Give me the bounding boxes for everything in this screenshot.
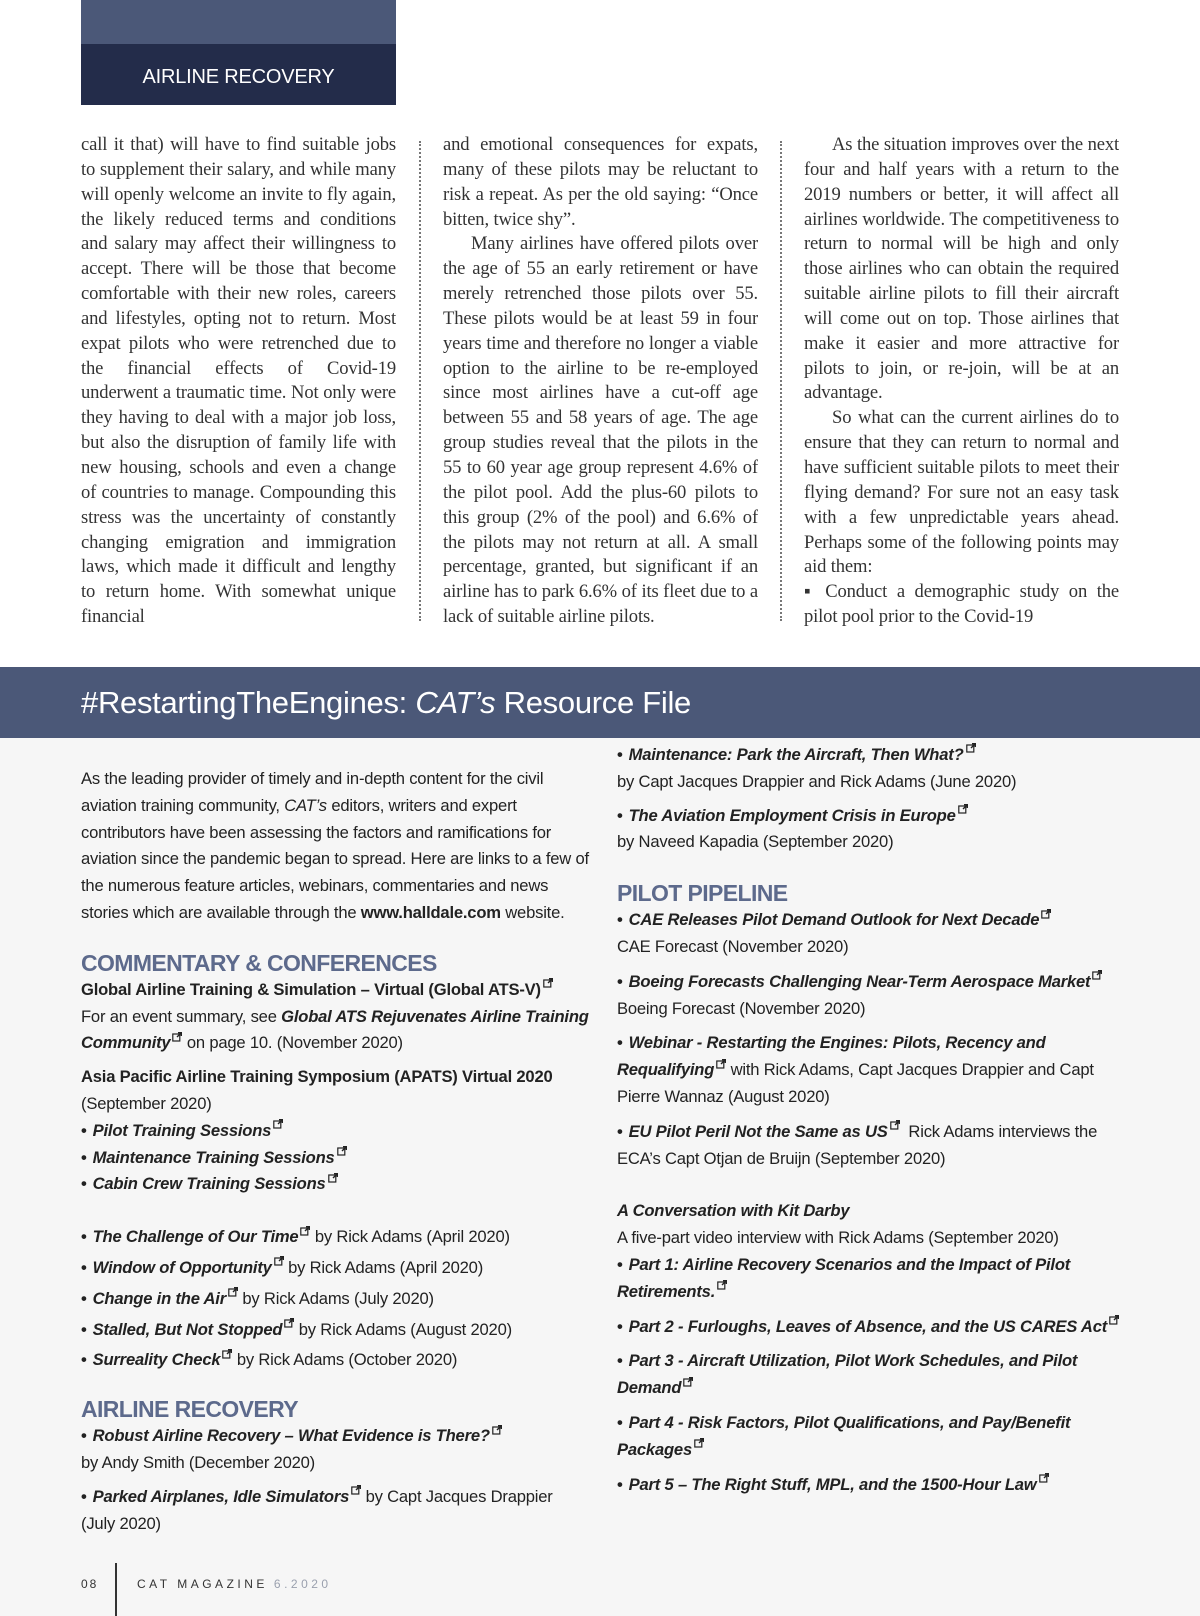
column-divider [780, 141, 782, 621]
apats-session-item[interactable] [81, 1171, 591, 1198]
external-link-icon [228, 1287, 238, 1297]
boeing-link[interactable]: Boeing Forecasts Challenging Near-Term Aerospace Market [628, 971, 1091, 991]
darby-part-item[interactable] [617, 1410, 1137, 1464]
resource-file-banner [0, 667, 1200, 738]
external-link-icon [543, 978, 553, 988]
pipeline-item[interactable] [617, 907, 1137, 934]
bullet: • [617, 1412, 623, 1432]
external-link-icon [300, 1226, 310, 1236]
pipeline-item[interactable] [617, 1030, 1137, 1110]
external-link-icon [328, 1173, 338, 1183]
bullet: • [617, 1351, 623, 1371]
external-link-icon [1092, 970, 1102, 980]
bullet: • [617, 1474, 623, 1494]
resource-column-right [617, 738, 1137, 1498]
footer-divider [115, 1563, 117, 1616]
external-link-icon [273, 1119, 283, 1129]
commentary-byline: by Rick Adams (April 2020) [310, 1227, 510, 1247]
commentary-item[interactable] [81, 1347, 591, 1374]
darby-part-item[interactable] [617, 1348, 1137, 1402]
article-paragraph: call it that) will have to find suitable jobs to supplement their salary, and while many will openly welcome an invite to fly again, the likely reduced terms and conditions and salary may affect their willingness to accept. There will be those that become comfortable with their new roles, careers and lifestyles, opting not to return. Most expat pilots who were retrenched due to the financial effects of Covid-19 underwent a traumatic time. Not only were they having to deal with a major job loss, but also the disruption of family life with new housing, schools and even a change of countries to manage. Compounding this stress was the uncertainty of constantly changing emigration and immigration laws, which made it difficult and lengthy to return home. With somewhat unique financial [81, 134, 396, 628]
apats-session-item[interactable] [81, 1118, 591, 1145]
article-paragraph: Many airlines have offered pilots over the age of 55 an early retirement or have merely retrenched those pilots over 55. These pilots would be at least 59 in four years time and therefore no longer a viable option to the airline to be re-employed since most airlines have a cut-off age between 55 and 58 years of age. The age group studies reveal that the pilots in the 55 to 60 year age group represent 4.6% of the pilot pool. Add the plus-60 pilots to this group (2% of the pool) and 6.6% of the pilots may not return at all. A small percentage, granted, but significant if an airline has to park 6.6% of its fleet due to a lack of suitable airline pilots. [443, 233, 758, 628]
external-link-icon [683, 1377, 693, 1387]
commentary-item[interactable] [81, 1317, 591, 1344]
intro-italic: CAT’s [284, 795, 327, 815]
webinar-link[interactable]: Webinar - Restarting the Engines: Pilots, Recency and Requalifying [617, 1033, 1046, 1080]
bullet: • [617, 1254, 623, 1274]
external-link-icon [337, 1146, 347, 1156]
banner-suffix: Resource File [495, 684, 691, 720]
banner-italic: CAT’s [415, 684, 496, 720]
resource-intro [81, 766, 591, 927]
external-link-icon [492, 1425, 502, 1435]
eu-peril-byline: Rick Adams interviews the ECA’s Capt Otjan de Bruijn (September 2020) [617, 1121, 1102, 1168]
section-tab [81, 0, 396, 105]
commentary-byline: by Rick Adams (April 2020) [283, 1257, 484, 1277]
bullet: • [81, 1227, 87, 1247]
crisis-item[interactable] [617, 803, 1137, 830]
pilot-pipeline-heading: PILOT PIPELINE [617, 880, 788, 907]
article-paragraph: and emotional consequences for expats, many of these pilots may be reluctant to risk a repeat. As per the old saying: “Once bitten, twice shy”. [443, 134, 758, 230]
magazine-title: CAT MAGAZINE [137, 1577, 268, 1591]
intro-text: editors, writers and expert contributors have been assessing the factors and ramifications for aviation since the pandemic began to spread. Here are links to a few of the numerous feature articles, webinars, commentaries and news stories which are available through the [81, 795, 589, 922]
external-link-icon [1039, 1473, 1049, 1483]
darby-part-item[interactable] [617, 1472, 1137, 1499]
airline-recovery-heading: AIRLINE RECOVERY [81, 1396, 299, 1423]
session-link[interactable]: Maintenance Training Sessions [92, 1147, 335, 1167]
bullet: • [617, 745, 623, 764]
halldale-link[interactable]: www.halldale.com [360, 902, 501, 922]
session-link[interactable]: Cabin Crew Training Sessions [92, 1174, 326, 1194]
external-link-icon [1041, 909, 1051, 919]
commentary-link[interactable]: The Challenge of Our Time [92, 1227, 299, 1247]
darby-title: A Conversation with Kit Darby [617, 1201, 850, 1221]
magazine-name [137, 1577, 332, 1591]
ats-title: Global Airline Training & Simulation – Virtual (Global ATS-V) [81, 979, 541, 999]
commentary-heading: COMMENTARY & CONFERENCES [81, 949, 437, 976]
apats-date: (September 2020) [81, 1093, 212, 1113]
bullet: • [81, 1319, 87, 1339]
bullet: • [617, 1121, 623, 1141]
commentary-item[interactable] [81, 1224, 591, 1251]
darby-byline: A five-part video interview with Rick Adams (September 2020) [617, 1228, 1059, 1248]
cae-byline: CAE Forecast (November 2020) [617, 936, 849, 956]
darby-part-item[interactable] [617, 1252, 1137, 1306]
bullet: • [81, 1174, 87, 1194]
intro-text: As the leading provider of timely and in-depth content for the civil aviation training community, [81, 769, 544, 815]
external-link-icon [717, 1280, 727, 1290]
bullet: • [81, 1350, 87, 1370]
banner-prefix: #RestartingTheEngines: [81, 684, 416, 720]
external-link-icon [284, 1318, 294, 1328]
commentary-byline: by Rick Adams (July 2020) [237, 1288, 434, 1308]
article-bullet: ▪ Conduct a demographic study on the pilot pool prior to the Covid-19 [804, 581, 1119, 628]
ats-summary-prefix: For an event summary, see [81, 1006, 282, 1026]
recovery-byline: by Andy Smith (December 2020) [81, 1452, 315, 1472]
page-number: 08 [81, 1577, 99, 1591]
bullet: • [617, 971, 623, 991]
external-link-icon [890, 1120, 900, 1130]
commentary-list [81, 1224, 591, 1374]
external-link-icon [172, 1032, 182, 1042]
commentary-link[interactable]: Surreality Check [92, 1350, 221, 1370]
commentary-byline: by Rick Adams (October 2020) [232, 1350, 458, 1370]
recovery-item[interactable] [81, 1484, 591, 1538]
article-column-3 [804, 133, 1119, 630]
column-divider [419, 141, 421, 621]
recovery-item[interactable] [81, 1423, 591, 1450]
bullet: • [617, 910, 623, 930]
bullet: • [81, 1486, 87, 1506]
resource-file [0, 738, 1200, 1616]
bullet: • [81, 1426, 87, 1446]
article-paragraph: So what can the current airlines do to ensure that they can return to normal and have sufficient suitable pilots to meet their flying demand? For sure not an easy task with a few unpredictable years ahead. Perhaps some of the following points may aid them: [804, 407, 1119, 578]
article-body [81, 133, 1119, 630]
article-column-2 [443, 133, 758, 630]
apats-session-item[interactable] [81, 1145, 591, 1172]
darby-part-link[interactable]: Part 2 - Furloughs, Leaves of Absence, and the US CARES Act [628, 1316, 1108, 1336]
recovery-byline: by Capt Jacques Drappier (July 2020) [81, 1486, 553, 1533]
intro-text: website. [500, 902, 565, 922]
bullet: • [81, 1288, 87, 1308]
section-label: AIRLINE RECOVERY [81, 44, 396, 105]
section-tab-top [81, 0, 396, 44]
session-link[interactable]: Pilot Training Sessions [92, 1120, 272, 1140]
boeing-byline: Boeing Forecast (November 2020) [617, 998, 866, 1018]
maintenance-item[interactable] [617, 742, 1137, 769]
bullet: • [617, 1033, 623, 1053]
crisis-byline: by Naveed Kapadia (September 2020) [617, 832, 894, 852]
darby-part-link[interactable]: Part 4 - Risk Factors, Pilot Qualifications, and Pay/Benefit Packages [617, 1412, 1071, 1459]
resource-column-left [81, 738, 591, 1537]
external-link-icon [1109, 1315, 1119, 1325]
article-paragraph: As the situation improves over the next four and half years with a return to the 2019 numbers or better, it will affect all airlines worldwide. The competitiveness to return to normal will be high and only those airlines who can obtain the required suitable airline pilots to fill their aircraft will come out on top. Those airlines that make it easier and more attractive for pilots to join, or re-join, will be at an advantage. [804, 134, 1119, 404]
ats-link[interactable] [81, 977, 591, 1004]
recovery-link[interactable]: Parked Airplanes, Idle Simulators [92, 1486, 350, 1506]
bullet: • [617, 805, 623, 825]
commentary-item[interactable] [81, 1255, 591, 1282]
external-link-icon [966, 743, 976, 753]
external-link-icon [694, 1438, 704, 1448]
commentary-item[interactable] [81, 1286, 591, 1313]
maintenance-link[interactable]: Maintenance: Park the Aircraft, Then What? [628, 745, 964, 764]
darby-part-link[interactable]: Part 5 – The Right Stuff, MPL, and the 1500-Hour Law [628, 1474, 1037, 1494]
external-link-icon [958, 804, 968, 814]
darby-part-link[interactable]: Part 3 - Aircraft Utilization, Pilot Work Schedules, and Pilot Demand [617, 1351, 1078, 1398]
darby-part-link[interactable]: Part 1: Airline Recovery Scenarios and the Impact of Pilot Retirements. [617, 1254, 1071, 1301]
ats-summary [81, 1004, 591, 1058]
bullet: • [81, 1120, 87, 1140]
commentary-link[interactable]: Window of Opportunity [92, 1257, 272, 1277]
bullet: • [81, 1257, 87, 1277]
ats-rejuvenates-link[interactable]: Global ATS Rejuvenates Airline Training Community [81, 1006, 589, 1053]
eu-peril-link[interactable]: EU Pilot Peril Not the Same as US [628, 1121, 888, 1141]
commentary-byline: by Rick Adams (August 2020) [294, 1319, 512, 1339]
darby-part-item[interactable] [617, 1314, 1137, 1341]
external-link-icon [274, 1256, 284, 1266]
pipeline-item[interactable] [617, 969, 1137, 996]
webinar-byline: with Rick Adams, Capt Jacques Drappier and Capt Pierre Wannaz (August 2020) [617, 1060, 1094, 1106]
article-column-1 [81, 133, 396, 630]
ats-summary-suffix: on page 10. (November 2020) [182, 1033, 403, 1053]
bullet: • [617, 1316, 623, 1336]
apats-title: Asia Pacific Airline Training Symposium (APATS) Virtual 2020 [81, 1067, 553, 1087]
external-link-icon [716, 1059, 726, 1069]
external-link-icon [351, 1485, 361, 1495]
maintenance-byline: by Capt Jacques Drappier and Rick Adams (June 2020) [617, 771, 1017, 791]
external-link-icon [222, 1349, 232, 1359]
cae-link[interactable]: CAE Releases Pilot Demand Outlook for Next Decade [628, 910, 1040, 930]
crisis-link[interactable]: The Aviation Employment Crisis in Europe [628, 805, 956, 825]
issue-number: 6.2020 [273, 1577, 332, 1591]
commentary-link[interactable]: Change in the Air [92, 1288, 226, 1308]
bullet: • [81, 1147, 87, 1167]
recovery-link[interactable]: Robust Airline Recovery – What Evidence is There? [92, 1426, 490, 1446]
page-footer [81, 1563, 332, 1616]
pipeline-item[interactable] [617, 1119, 1137, 1173]
commentary-link[interactable]: Stalled, But Not Stopped [92, 1319, 283, 1339]
